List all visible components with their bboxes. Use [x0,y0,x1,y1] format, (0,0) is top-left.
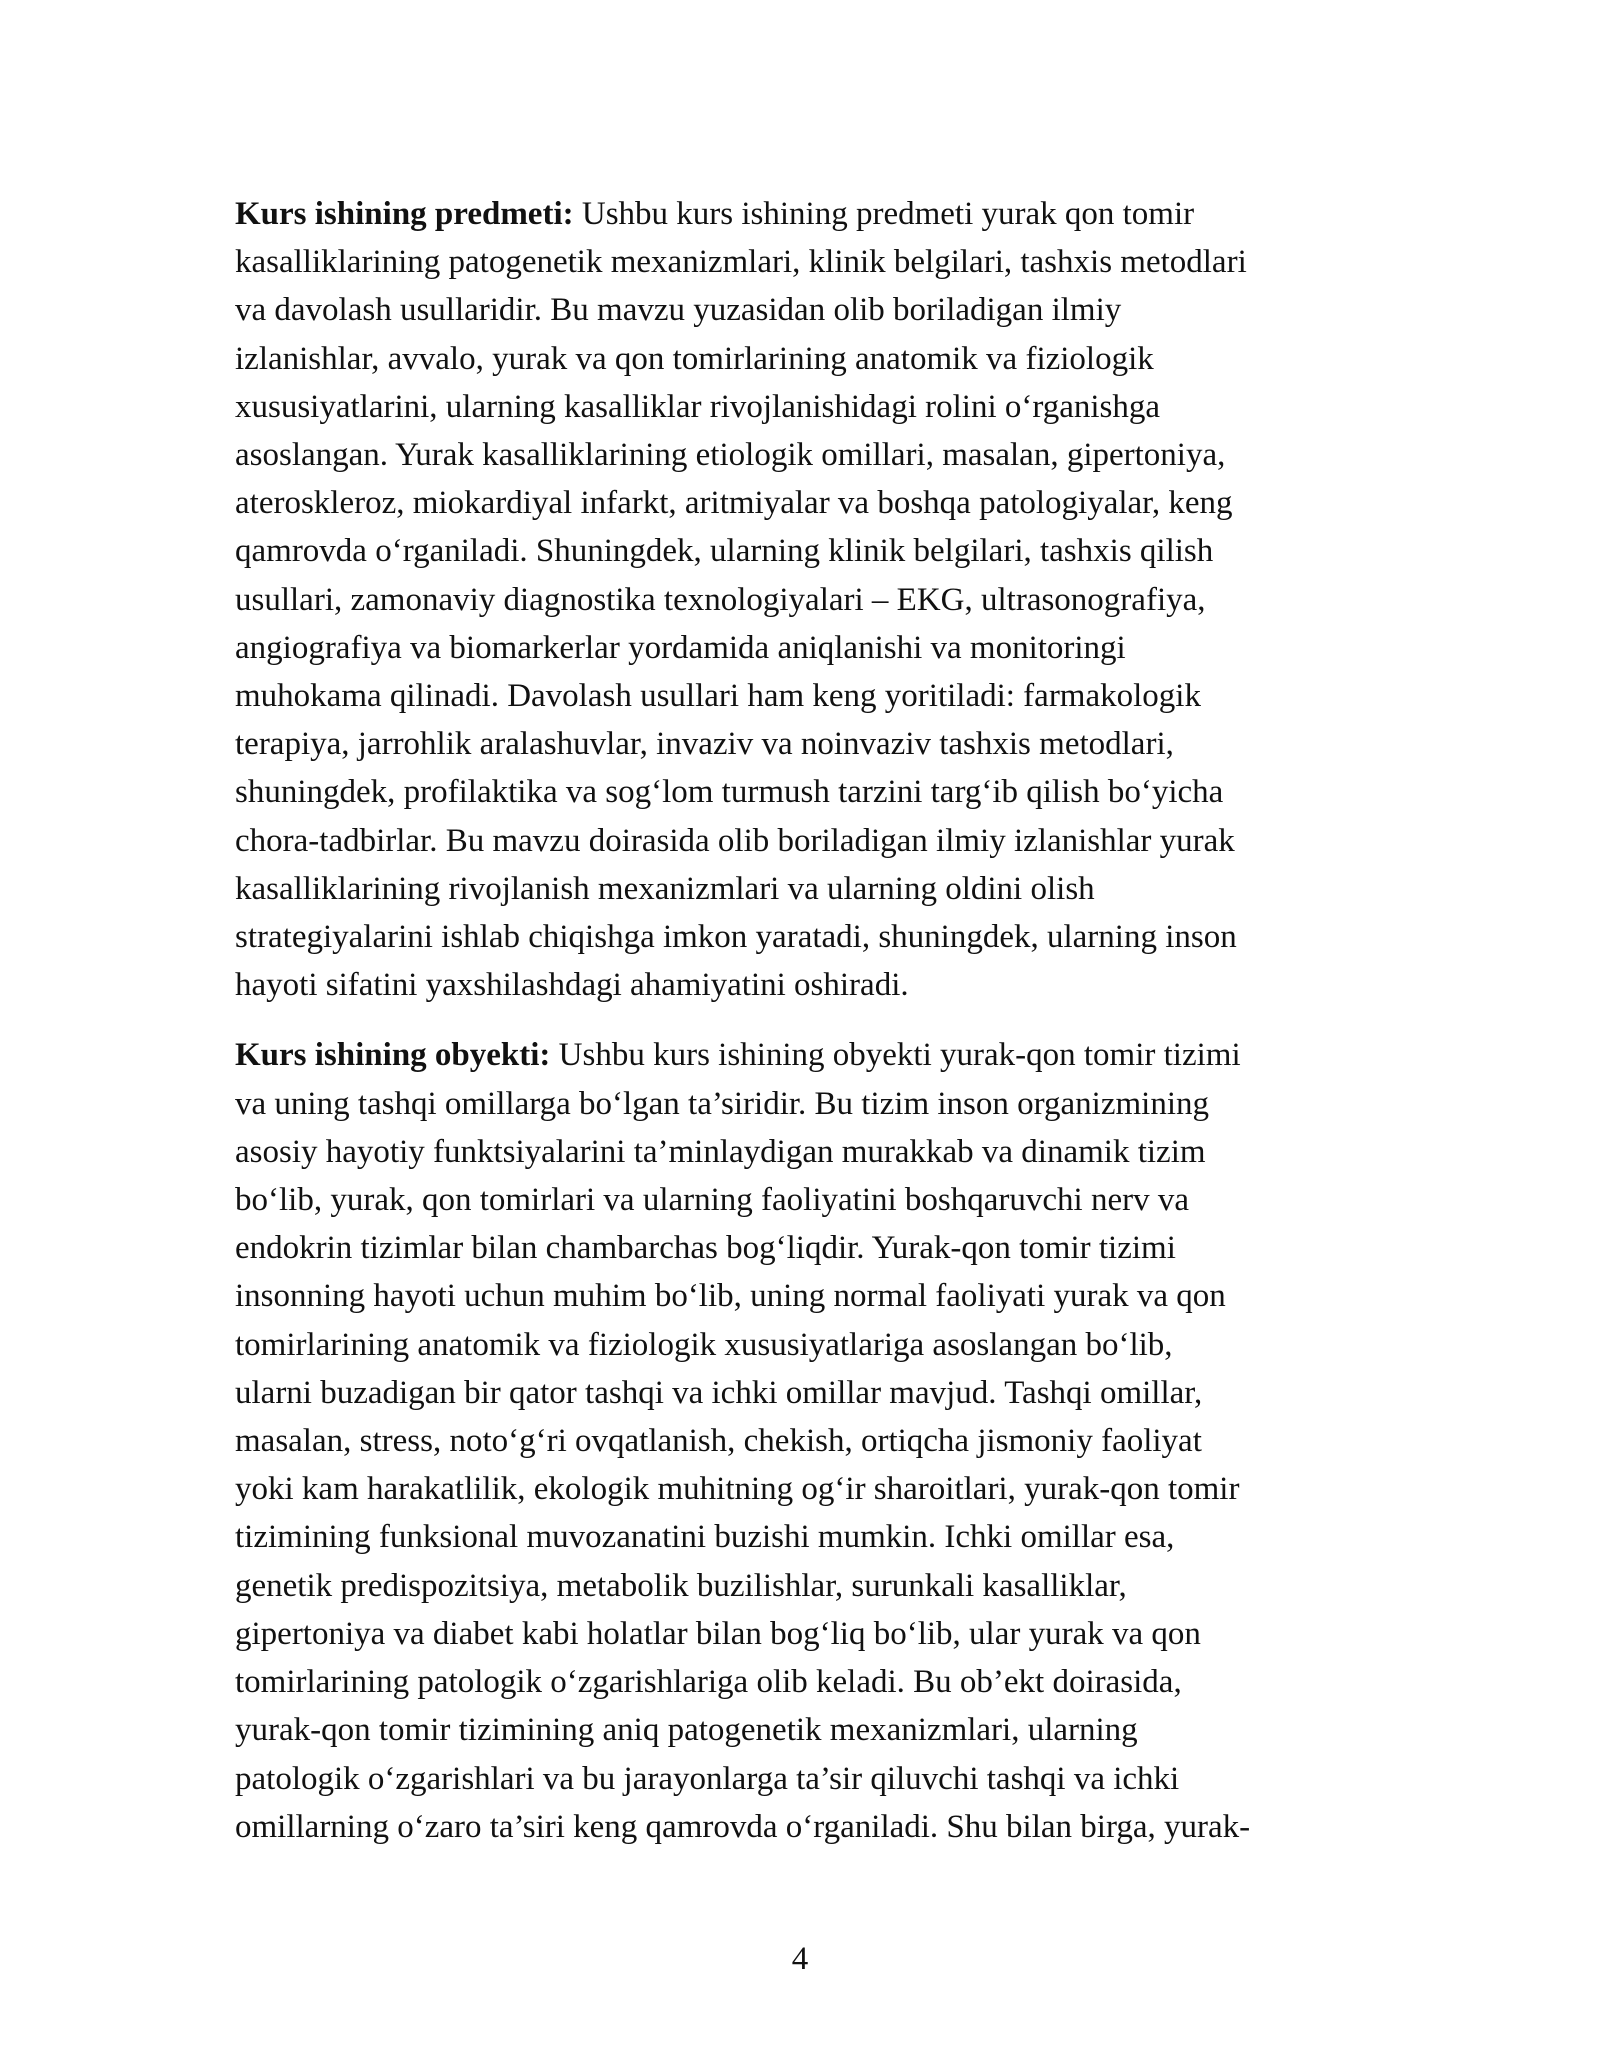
paragraph-line: muhokama qilinadi. Davolash usullari ham keng yoritiladi: farmakologik [235,678,1201,715]
page-number: 4 [791,1941,809,1977]
paragraph-line: masalan, stress, noto‘g‘ri ovqatlanish, chekish, ortiqcha jismoniy faoliyat [235,1423,1202,1460]
paragraph-line: insonning hayoti uchun muhim bo‘lib, uning normal faoliyati yurak va qon [235,1278,1226,1315]
paragraph-label: Kurs ishining obyekti: [235,1037,551,1074]
paragraph-line: terapiya, jarrohlik aralashuvlar, invaziv va noinvaziv tashxis metodlari, [235,726,1174,763]
paragraph-line: usullari, zamonaviy diagnostika texnologiyalari – EKG, ultrasonografiya, [235,581,1206,618]
paragraph-line: izlanishlar, avvalo, yurak va qon tomirlarining anatomik va fiziologik [235,340,1154,377]
paragraph-line: omillarning o‘zaro ta’siri keng qamrovda o‘rganiladi. Shu bilan birga, yurak- [235,1808,1251,1845]
paragraph-line: tomirlarining patologik o‘zgarishlariga olib keladi. Bu ob’ekt doirasida, [235,1664,1182,1701]
paragraph-line: bo‘lib, yurak, qon tomirlari va ularning faoliyatini boshqaruvchi nerv va [235,1182,1190,1219]
paragraph-line: tomirlarining anatomik va fiziologik xususiyatlariga asoslangan bo‘lib, [235,1326,1173,1363]
paragraph-line: patologik o‘zgarishlari va bu jarayonlarga ta’sir qiluvchi tashqi va ichki [235,1760,1180,1797]
paragraph-line: endokrin tizimlar bilan chambarchas bog‘liqdir. Yurak-qon tomir tizimi [235,1230,1176,1267]
paragraph-line: ateroskleroz, miokardiyal infarkt, aritmiyalar va boshqa patologiyalar, keng [235,485,1233,522]
paragraph-line: asosiy hayotiy funktsiyalarini ta’minlaydigan murakkab va dinamik tizim [235,1133,1206,1170]
paragraph-line: gipertoniya va diabet kabi holatlar bilan bog‘liq bo‘lib, ular yurak va qon [235,1615,1201,1652]
paragraph-line: angiografiya va biomarkerlar yordamida aniqlanishi va monitoringi [235,629,1126,666]
paragraph-line: xususiyatlarini, ularning kasalliklar rivojlanishidagi rolini o‘rganishga [235,388,1161,425]
paragraph-line: ularni buzadigan bir qator tashqi va ichki omillar mavjud. Tashqi omillar, [235,1374,1203,1411]
paragraph-line: hayoti sifatini yaxshilashdagi ahamiyatini oshiradi. [235,967,909,1004]
paragraph-line: strategiyalarini ishlab chiqishga imkon yaratadi, shuningdek, ularning inson [235,919,1237,956]
paragraph-subject [235,190,1375,1009]
paragraph-line: tizimining funksional muvozanatini buzishi mumkin. Ichki omillar esa, [235,1519,1175,1556]
paragraph-line: kasalliklarining rivojlanish mexanizmlari va ularning oldini olish [235,870,1095,907]
paragraph-line: va uning tashqi omillarga bo‘lgan ta’siridir. Bu tizim inson organizmining [235,1085,1209,1122]
paragraph-object [235,1031,1375,1850]
paragraph-line: kasalliklarining patogenetik mexanizmlari, klinik belgilari, tashxis metodlari [235,244,1247,281]
paragraph-line: yurak-qon tomir tizimining aniq patogenetik mexanizmlari, ularning [235,1712,1138,1749]
paragraph-label: Kurs ishining predmeti: [235,196,574,232]
paragraph-line [235,1031,1375,1079]
paragraph-line: qamrovda o‘rganiladi. Shuningdek, ularning klinik belgilari, tashxis qilish [235,533,1214,570]
paragraph-line-text: Ushbu kurs ishining obyekti yurak-qon tomir tizimi [550,1037,1241,1074]
paragraph-line: asoslangan. Yurak kasalliklarining etiologik omillari, masalan, gipertoniya, [235,437,1226,474]
paragraph-line: va davolash usullaridir. Bu mavzu yuzasidan olib boriladigan ilmiy [235,292,1122,329]
paragraph-line: genetik predispozitsiya, metabolik buzilishlar, surunkali kasalliklar, [235,1567,1127,1604]
paragraph-line: chora-tadbirlar. Bu mavzu doirasida olib boriladigan ilmiy izlanishlar yurak [235,822,1235,859]
body-text [235,190,1375,1851]
paragraph-line: yoki kam harakatlilik, ekologik muhitning og‘ir sharoitlari, yurak-qon tomir [235,1471,1240,1508]
paragraph-line [235,190,1375,238]
paragraph-line: shuningdek, profilaktika va sog‘lom turmush tarzini targ‘ib qilish bo‘yicha [235,774,1224,811]
paragraph-line-text: Ushbu kurs ishining predmeti yurak qon tomir [573,196,1195,232]
